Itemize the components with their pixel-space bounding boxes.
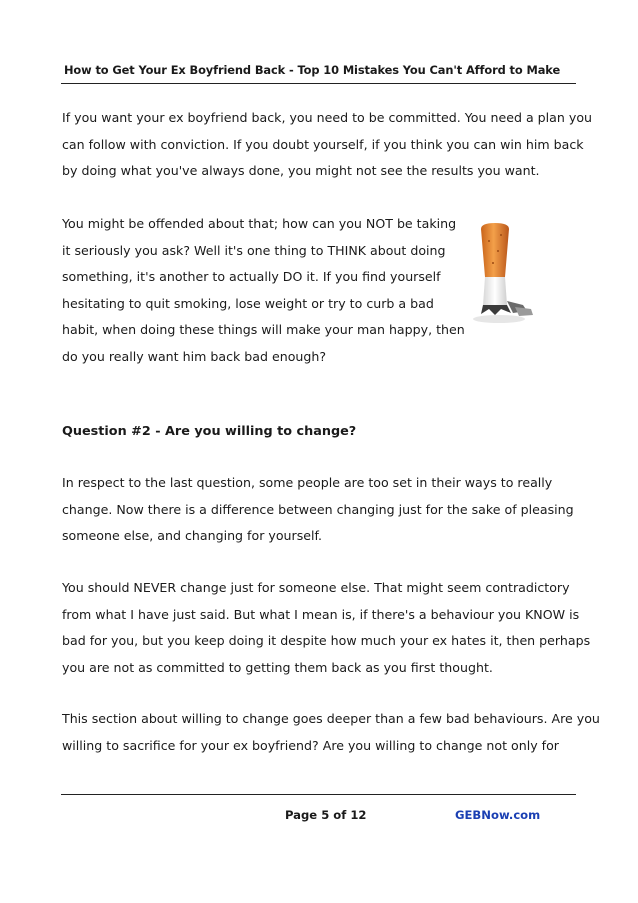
footer-divider	[61, 794, 576, 795]
paragraph-offended	[62, 211, 465, 370]
text-line: someone else, and changing for yourself.	[62, 528, 323, 543]
paragraph-never-change	[62, 575, 590, 681]
text-line: hesitating to quit smoking, lose weight or try to curb a bad	[62, 295, 434, 311]
text-line: This section about willing to change goes deeper than a few bad behaviours. Are you	[62, 711, 600, 726]
text-line: can follow with conviction. If you doubt yourself, if you think you can win him back	[62, 136, 584, 152]
text-line: do you really want him back bad enough?	[62, 348, 327, 364]
text-line: willing to sacrifice for your ex boyfriend? Are you willing to change not only for	[62, 737, 559, 753]
text-line: habit, when doing these things will make your man happy, then	[62, 322, 465, 337]
text-line: from what I have just said. But what I mean is, if there's a behaviour you KNOW is	[62, 606, 580, 622]
paragraph-commitment	[62, 105, 592, 185]
text-line: change. Now there is a difference between changing just for the sake of pleasing	[62, 501, 574, 517]
text-line: You might be offended about that; how can you NOT be taking	[62, 216, 457, 231]
text-line: by doing what you've always done, you might not see the results you want.	[62, 163, 540, 178]
paragraph-sacrifice	[62, 706, 600, 759]
header-divider	[61, 83, 576, 84]
cigarette-butt-icon	[471, 221, 541, 325]
text-line: it seriously you ask? Well it's one thing to THINK about doing	[62, 242, 446, 258]
text-line: You should NEVER change just for someone else. That might seem contradictory	[62, 580, 570, 595]
text-line: In respect to the last question, some people are too set in their ways to really	[62, 475, 553, 490]
page-header-title: How to Get Your Ex Boyfriend Back - Top 10 Mistakes You Can't Afford to Make	[64, 63, 561, 77]
text-line: bad for you, but you keep doing it despite how much your ex hates it, then perhaps	[62, 633, 591, 648]
paragraph-respect	[62, 470, 574, 550]
page-number: Page 5 of 12	[285, 808, 367, 822]
text-line: If you want your ex boyfriend back, you need to be committed. You need a plan you	[62, 110, 593, 125]
text-line: you are not as committed to getting them back as you first thought.	[62, 659, 493, 675]
site-link[interactable]: GEBNow.com	[455, 808, 541, 822]
text-line: something, it's another to actually DO it. If you find yourself	[62, 269, 441, 284]
section-heading-question-2: Question #2 - Are you willing to change?	[62, 424, 357, 439]
